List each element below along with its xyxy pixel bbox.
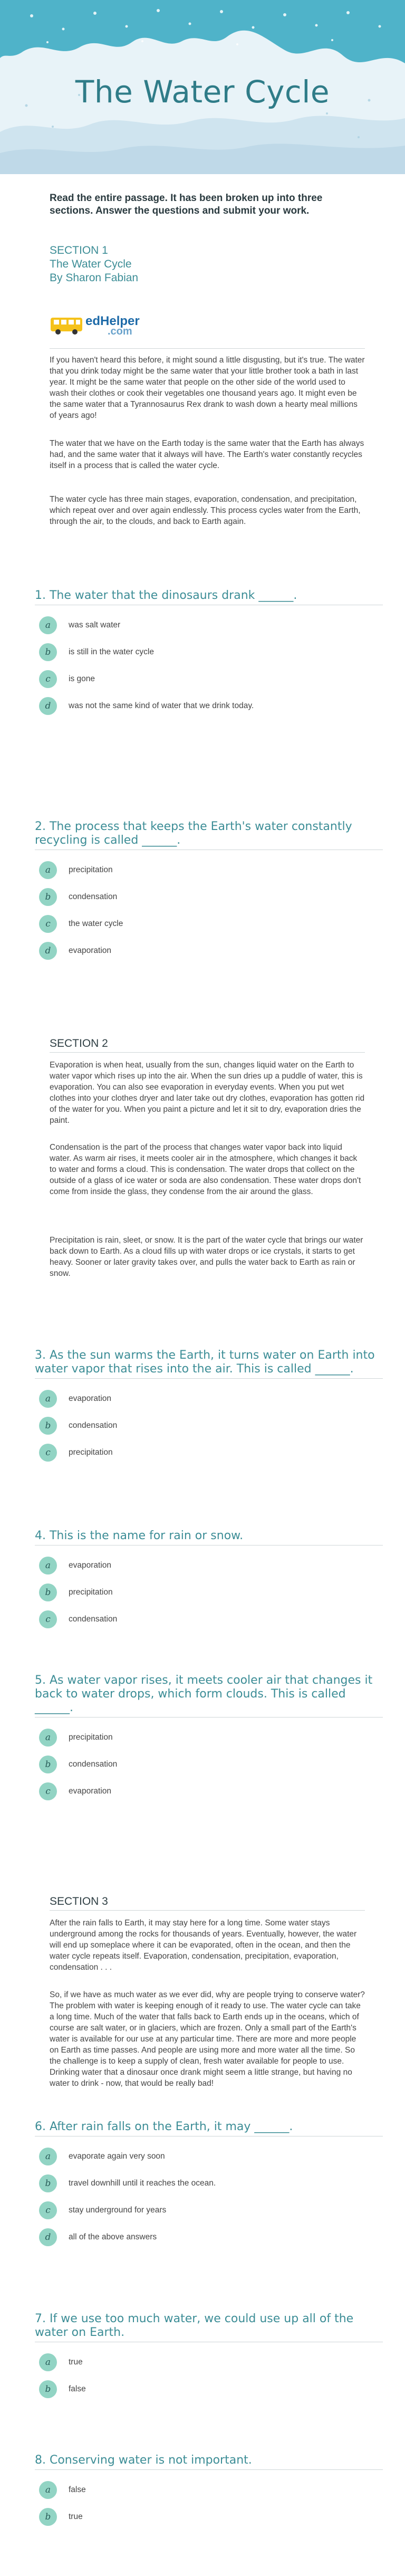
answer-option[interactable]: [35, 856, 383, 883]
question-4: [35, 1529, 383, 1633]
logo-wordmark-1: edHelper: [85, 314, 140, 328]
answer-option[interactable]: [35, 1579, 383, 1606]
option-letter-bubble[interactable]: a: [39, 861, 57, 879]
answer-option[interactable]: [35, 2349, 383, 2375]
option-letter-bubble[interactable]: c: [39, 1610, 57, 1628]
option-letter-bubble[interactable]: b: [39, 2508, 57, 2526]
answer-option[interactable]: [35, 1606, 383, 1633]
question-1: [35, 589, 383, 719]
option-text: all of the above answers: [69, 2232, 157, 2241]
answer-option[interactable]: [35, 1552, 383, 1579]
option-letter-bubble[interactable]: a: [39, 2148, 57, 2165]
question-prompt: 2. The process that keeps the Earth's water constantly recycling is called ______.: [35, 820, 383, 850]
option-letter-bubble[interactable]: a: [39, 1729, 57, 1747]
option-text: precipitation: [69, 1732, 113, 1742]
answer-option[interactable]: [35, 937, 383, 964]
option-text: condensation: [69, 1420, 118, 1430]
edhelper-logo: [50, 307, 155, 339]
answer-option[interactable]: [35, 692, 383, 719]
option-letter-bubble[interactable]: d: [39, 697, 57, 715]
divider: [50, 348, 365, 349]
option-letter-bubble[interactable]: b: [39, 643, 57, 661]
option-text: evaporation: [69, 1560, 112, 1570]
option-text: precipitation: [69, 1587, 113, 1597]
worksheet-card: [21, 174, 384, 2559]
paragraph: The water that we have on the Earth today is the same water that the Earth has always had, and the same water that it always will have. The Earth's water constantly recycles itself in a process that is called the water cycle.: [50, 439, 364, 470]
option-letter-bubble[interactable]: b: [39, 2174, 57, 2192]
option-letter-bubble[interactable]: b: [39, 1583, 57, 1601]
answer-option[interactable]: [35, 2503, 383, 2530]
option-letter-bubble[interactable]: a: [39, 616, 57, 634]
option-text: stay underground for years: [69, 2205, 167, 2215]
option-text: false: [69, 2485, 86, 2494]
answer-option[interactable]: [35, 1751, 383, 1778]
header-banner: [0, 0, 405, 174]
question-8: [35, 2454, 383, 2530]
paragraph: So, if we have as much water as we ever did, why are people trying to conserve water? The problem with water is keeping enough of it ready to use. The water cycle can take a long time. Much of the water that falls back to Earth ends up in the oceans, which of course are salt water, or in glaciers, which are frozen. Only a small part of the Earth's water is available for our use at any particular time. There are more and more people on Earth as time passes. And people are using more and more water all the time. So the challenge is to keep a supply of clean, fresh water available for people to use. Drinking water that a dinosaur once drank might seem a little strange, but having no water to drink - now, that would be really bad!: [50, 1990, 365, 2088]
option-letter-bubble[interactable]: b: [39, 1756, 57, 1773]
question-5: [35, 1674, 383, 1805]
paragraph: The water cycle has three main stages, evaporation, condensation, and precipitation, which repeat over and over again endlessly. This process cycles water from the Earth, through the air, to the clouds, and back to Earth again.: [50, 495, 361, 526]
option-text: was salt water: [69, 620, 121, 629]
page-title: The Water Cycle: [75, 74, 330, 110]
section-2-heading: SECTION 2: [50, 1037, 108, 1050]
option-text: the water cycle: [69, 919, 123, 928]
option-text: evaporate again very soon: [69, 2151, 165, 2161]
question-prompt: 1. The water that the dinosaurs drank ______.: [35, 589, 383, 605]
question-prompt: 5. As water vapor rises, it meets cooler air that changes it back to water drops, which form clouds. This is called ______.: [35, 1674, 383, 1718]
instructions-text: Read the entire passage. It has been broken up into three sections. Answer the questions and submit your work.: [50, 193, 323, 216]
option-letter-bubble[interactable]: b: [39, 1417, 57, 1435]
answer-option[interactable]: [35, 2224, 383, 2250]
answer-option[interactable]: [35, 2476, 383, 2503]
option-text: precipitation: [69, 865, 113, 874]
paragraph: If you haven't heard this before, it might sound a little disgusting, but it's true. The water that you drink today might be the same water that your little brother took a bath in last year. It might be the same water that people on the other side of the world used to wash their clothes or cook their vegetables one thousand years ago. It might even be the same water that a Tyrannosaurus Rex drank to wash down a hearty meal millions of years ago!: [50, 356, 365, 420]
option-letter-bubble[interactable]: c: [39, 670, 57, 688]
option-letter-bubble[interactable]: d: [39, 942, 57, 960]
answer-option[interactable]: [35, 1439, 383, 1466]
answer-option[interactable]: [35, 2197, 383, 2224]
question-prompt: 8. Conserving water is not important.: [35, 2454, 383, 2470]
question-prompt: 7. If we use too much water, we could use up all of the water on Earth.: [35, 2312, 383, 2342]
option-text: evaporation: [69, 1786, 112, 1796]
divider: [50, 1052, 365, 1053]
option-letter-bubble[interactable]: c: [39, 1444, 57, 1462]
answer-option[interactable]: [35, 2375, 383, 2402]
answer-option[interactable]: [35, 2170, 383, 2197]
option-text: condensation: [69, 1614, 118, 1624]
option-text: is still in the water cycle: [69, 647, 154, 656]
paragraph: Precipitation is rain, sleet, or snow. It is the part of the water cycle that brings our water back down to Earth. As a cloud fills up with water drops or ice crystals, it starts to get heavy. Sooner or later gravity takes over, and pulls the water back to Earth as rain or snow.: [50, 1236, 363, 1278]
paragraph: After the rain falls to Earth, it may stay here for a long time. Some water stays underground among the rocks for thousands of years. Eventually, however, the water will end up someplace where it can be evaporated, often in the ocean, and then the water cycle repeats itself. Evaporation, condensation, precipitation, evaporation, condensation . . .: [50, 1919, 357, 1972]
option-letter-bubble[interactable]: a: [39, 1390, 57, 1408]
option-letter-bubble[interactable]: a: [39, 2353, 57, 2371]
option-letter-bubble[interactable]: c: [39, 915, 57, 933]
author-byline: By Sharon Fabian: [50, 272, 139, 284]
section-1-heading: SECTION 1: [50, 244, 108, 256]
option-text: is gone: [69, 674, 95, 683]
answer-option[interactable]: [35, 910, 383, 937]
option-text: travel downhill until it reaches the ocean.: [69, 2178, 216, 2188]
answer-option[interactable]: [35, 612, 383, 638]
option-text: true: [69, 2512, 83, 2521]
answer-option[interactable]: [35, 2143, 383, 2170]
logo-wordmark-2: .com: [108, 326, 132, 337]
option-text: evaporation: [69, 1394, 112, 1403]
answer-option[interactable]: [35, 665, 383, 692]
answer-option[interactable]: [35, 1412, 383, 1439]
option-letter-bubble[interactable]: b: [39, 888, 57, 906]
option-text: evaporation: [69, 946, 112, 955]
option-letter-bubble[interactable]: a: [39, 1557, 57, 1575]
paragraph: Evaporation is when heat, usually from the sun, changes liquid water on the Earth to water vapor which rises up into the air. When the sun dries up a puddle of water, this is evaporation. You can also see evaporation in everyday events. When you put wet clothes into your clothes dryer and later take out dry clothes, evaporation has gotten rid of the water for you. When you paint a picture and let it sit to dry, evaporation dries the paint.: [50, 1061, 365, 1125]
divider: [50, 1910, 365, 1911]
question-6: [35, 2120, 383, 2250]
option-letter-bubble[interactable]: c: [39, 2201, 57, 2219]
option-letter-bubble[interactable]: b: [39, 2380, 57, 2398]
option-text: condensation: [69, 892, 118, 901]
question-prompt: 3. As the sun warms the Earth, it turns water on Earth into water vapor that rises into the air. This is called ______.: [35, 1349, 383, 1379]
option-text: precipitation: [69, 1447, 113, 1457]
answer-option[interactable]: [35, 638, 383, 665]
question-prompt: 6. After rain falls on the Earth, it may ______.: [35, 2120, 383, 2136]
question-3: [35, 1349, 383, 1466]
passage-subtitle: The Water Cycle: [50, 258, 132, 270]
question-prompt: 4. This is the name for rain or snow.: [35, 1529, 383, 1545]
section-1-header: [50, 244, 366, 285]
option-text: false: [69, 2384, 86, 2393]
question-2: [35, 820, 383, 964]
option-text: true: [69, 2357, 83, 2367]
answer-option[interactable]: [35, 883, 383, 910]
paragraph: Condensation is the part of the process that changes water vapor back into liquid water. As warm air rises, it meets cooler air in the atmosphere, which changes it back to water and forms a cloud. This is condensation. The water drops that collect on the outside of a glass of ice water or soda are also condensation. These water drops don't come from inside the glass, they condense from the air around the glass.: [50, 1143, 361, 1196]
option-letter-bubble[interactable]: a: [39, 2481, 57, 2499]
question-7: [35, 2312, 383, 2402]
option-text: was not the same kind of water that we drink today.: [69, 701, 254, 710]
option-letter-bubble[interactable]: c: [39, 1782, 57, 1800]
answer-option[interactable]: [35, 1778, 383, 1805]
option-letter-bubble[interactable]: d: [39, 2228, 57, 2246]
section-3-heading: SECTION 3: [50, 1895, 108, 1907]
answer-option[interactable]: [35, 1724, 383, 1751]
answer-option[interactable]: [35, 1385, 383, 1412]
option-text: condensation: [69, 1759, 118, 1769]
